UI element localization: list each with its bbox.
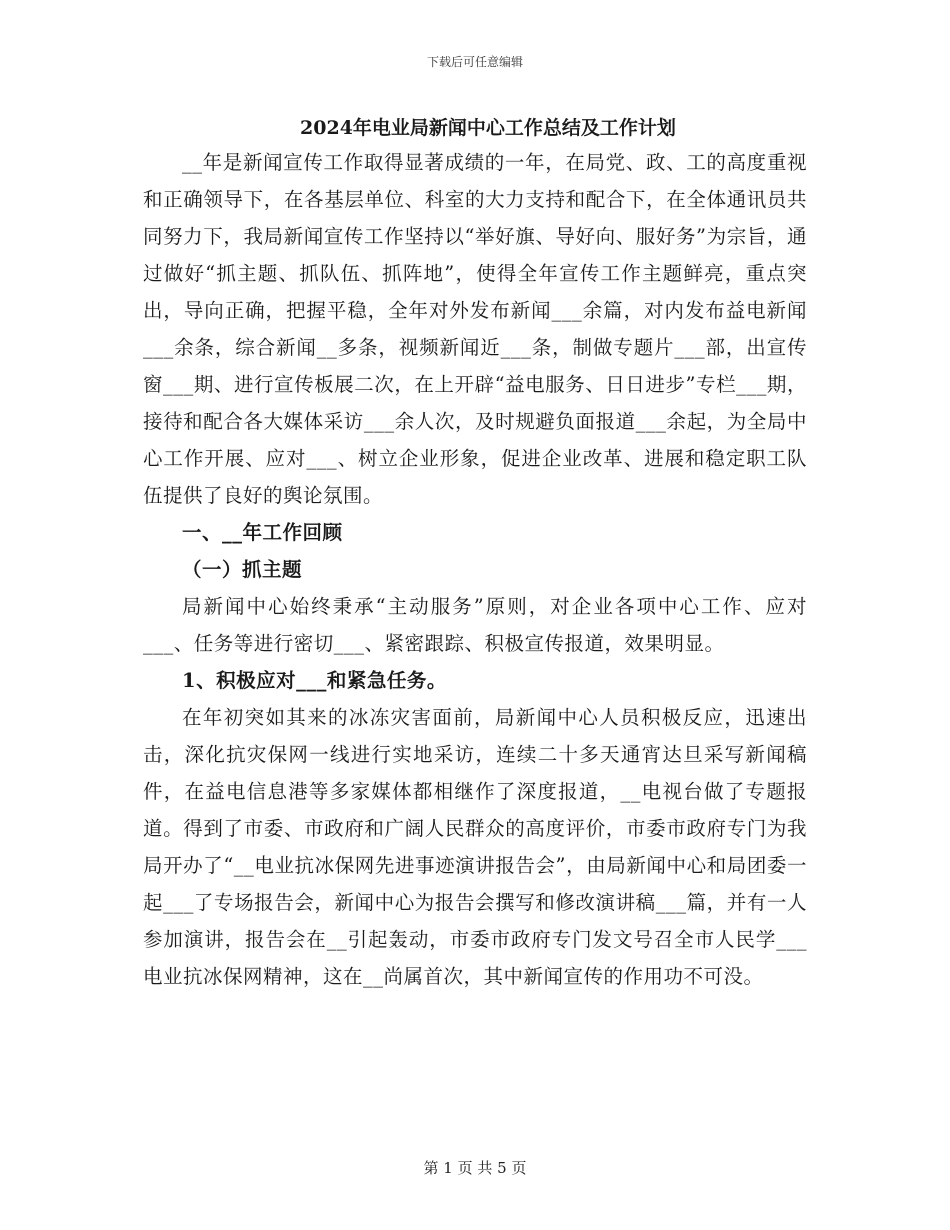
- section-heading-1: 一、__年工作回顾: [182, 521, 343, 544]
- subsection-heading-1: （一）抓主题: [182, 558, 303, 581]
- document-body: [143, 112, 807, 995]
- page-footer: 第 1 页 共 5 页: [423, 1159, 527, 1177]
- document-title: 2024年电业局新闻中心工作总结及工作计划: [300, 117, 676, 139]
- item-heading-1: 1、积极应对___和紧急任务。: [182, 669, 447, 692]
- intro-paragraph: __年是新闻宣传工作取得显著成绩的一年，在局党、政、工的高度重视和正确领导下，在各基层单位、科室的大力支持和配合下，在全体通讯员共同努力下，我局新闻宣传工作坚持以“举好旗、导好向、服好务”为宗旨，通过做好“抓主题、抓队伍、抓阵地”，使得全年宣传工作主题鲜亮，重点突出，导向正确，把握平稳，全年对外发布新闻___余篇，对内发布益电新闻___余条，综合新闻__多条，视频新闻近___条，制做专题片___部，出宣传窗___期、进行宣传板展二次，在上开辟“益电服务、日日进步”专栏___期，接待和配合各大媒体采访___余人次，及时规避负面报道___余起，为全局中心工作开展、应对___、树立企业形象，促进企业改革、进展和稳定职工队伍提供了良好的舆论氛围。: [143, 151, 807, 507]
- subsection-1-paragraph: 局新闻中心始终秉承“主动服务”原则，对企业各项中心工作、应对___、任务等进行密切___、紧密跟踪、积极宣传报道，效果明显。: [143, 595, 807, 655]
- header-note: 下载后可任意编辑: [426, 55, 523, 69]
- item-1-paragraph: 在年初突如其来的冰冻灾害面前，局新闻中心人员积极反应，迅速出击，深化抗灾保网一线进行实地采访，连续二十多天通宵达旦采写新闻稿件，在益电信息港等多家媒体都相继作了深度报道，__电视台做了专题报道。得到了市委、市政府和广阔人民群众的高度评价，市委市政府专门为我局开办了“__电业抗冰保网先进事迹演讲报告会”，由局新闻中心和局团委一起___了专场报告会，新闻中心为报告会撰写和修改演讲稿___篇，并有一人参加演讲，报告会在__引起轰动，市委市政府专门发文号召全市人民学___电业抗冰保网精神，这在__尚属首次，其中新闻宣传的作用功不可没。: [143, 706, 807, 988]
